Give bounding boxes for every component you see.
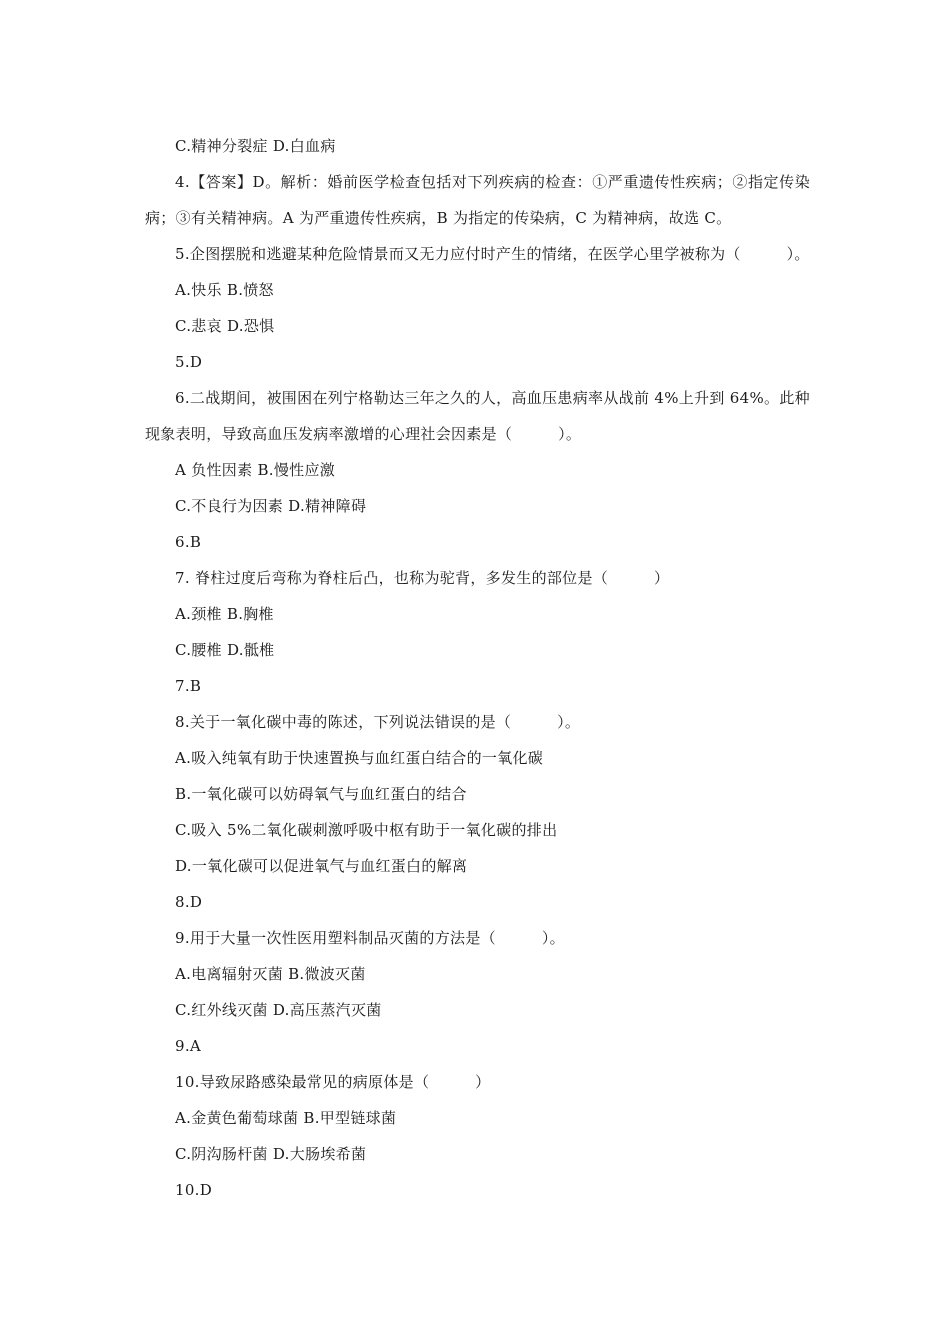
- question-text: 9.用于大量一次性医用塑料制品灭菌的方法是（ ）。: [175, 929, 565, 947]
- option-line: C.悲哀 D.恐惧: [175, 317, 275, 335]
- option-line: B.一氧化碳可以妨碍氧气与血红蛋白的结合: [175, 785, 467, 803]
- option-line: D.一氧化碳可以促进氧气与血红蛋白的解离: [175, 857, 468, 875]
- option-line: C.红外线灭菌 D.高压蒸汽灭菌: [175, 1001, 382, 1019]
- option-line: A.吸入纯氧有助于快速置换与血红蛋白结合的一氧化碳: [175, 749, 544, 767]
- document-body: [145, 128, 810, 1208]
- option-line: C.阴沟肠杆菌 D.大肠埃希菌: [175, 1145, 367, 1163]
- question-text: 6.二战期间，被围困在列宁格勒达三年之久的人，高血压患病率从战前 4%上升到 64%。此种现象表明，导致高血压发病率激增的心理社会因素是（ ）。: [145, 389, 810, 443]
- option-line: A.金黄色葡萄球菌 B.甲型链球菌: [175, 1109, 397, 1127]
- option-line: A.快乐 B.愤怒: [175, 281, 274, 299]
- answer-line: 9.A: [175, 1037, 202, 1055]
- answer-line: 8.D: [175, 893, 203, 911]
- option-line: C.腰椎 D.骶椎: [175, 641, 275, 659]
- option-line: A.颈椎 B.胸椎: [175, 605, 274, 623]
- question-text: 10.导致尿路感染最常见的病原体是（ ）: [175, 1073, 491, 1091]
- answer-line: 10.D: [175, 1181, 213, 1199]
- answer-explanation: 4.【答案】D。解析：婚前医学检查包括对下列疾病的检查：①严重遗传性疾病；②指定传染病；③有关精神病。A 为严重遗传性疾病，B 为指定的传染病，C 为精神病，故选 C。: [145, 173, 810, 227]
- question-text: 5.企图摆脱和逃避某种危险情景而又无力应付时产生的情绪，在医学心里学被称为（ ）。: [175, 245, 810, 263]
- option-line: C.不良行为因素 D.精神障碍: [175, 497, 367, 515]
- answer-line: 7.B: [175, 677, 202, 695]
- option-line: A.电离辐射灭菌 B.微波灭菌: [175, 965, 366, 983]
- option-line: C.精神分裂症 D.白血病: [175, 137, 336, 155]
- answer-line: 5.D: [175, 353, 203, 371]
- question-text: 7. 脊柱过度后弯称为脊柱后凸，也称为驼背，多发生的部位是（ ）: [175, 569, 670, 587]
- option-line: A 负性因素 B.慢性应激: [175, 461, 336, 479]
- question-text: 8.关于一氧化碳中毒的陈述，下列说法错误的是（ ）。: [175, 713, 581, 731]
- option-line: C.吸入 5%二氧化碳刺激呼吸中枢有助于一氧化碳的排出: [175, 821, 558, 839]
- answer-line: 6.B: [175, 533, 202, 551]
